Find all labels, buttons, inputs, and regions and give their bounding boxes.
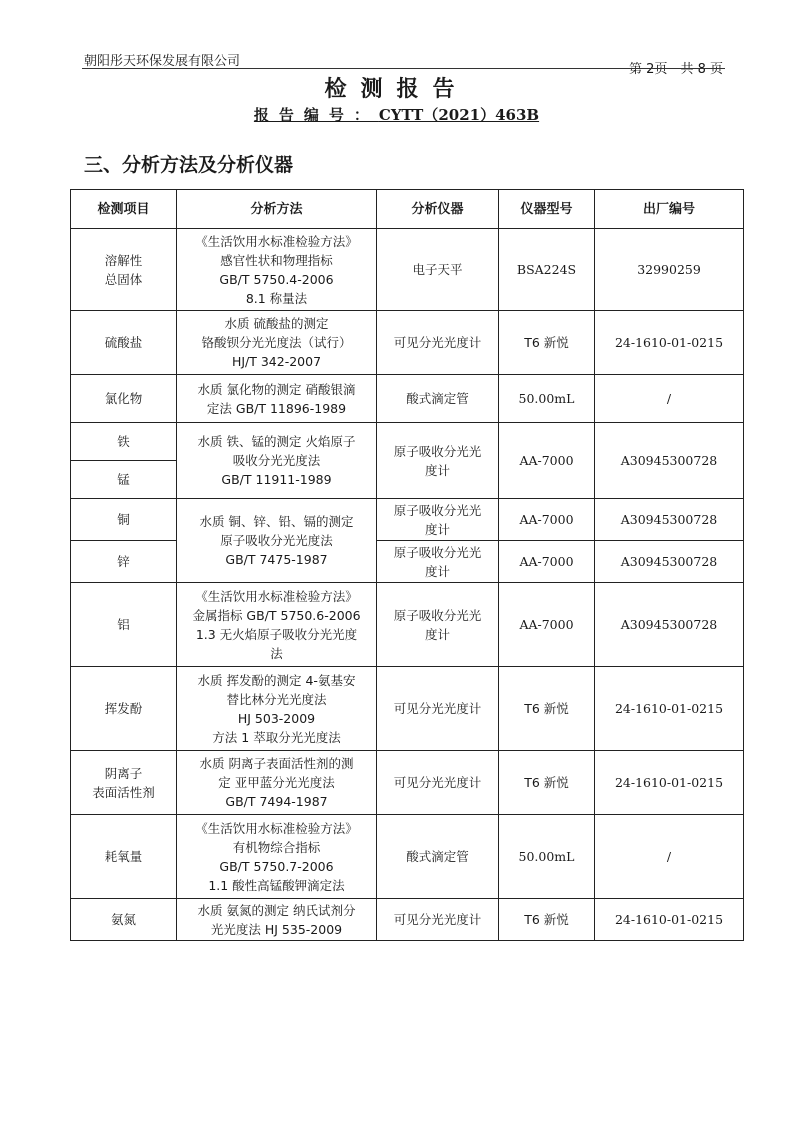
item-cell: 铝: [71, 583, 177, 667]
serial-cell: A30945300728: [595, 583, 744, 667]
method-cell: 《生活饮用水标准检验方法》 有机物综合指标 GB/T 5750.7-2006 1.1 酸性高锰酸钾滴定法: [177, 815, 377, 899]
instrument-cell: 可见分光光度计: [377, 311, 499, 375]
method-cell: 《生活饮用水标准检验方法》 感官性状和物理指标 GB/T 5750.4-2006 8.1 称量法: [177, 229, 377, 311]
instrument-cell: 电子天平: [377, 229, 499, 311]
instrument-cell: 可见分光光度计: [377, 667, 499, 751]
item-cell: 锰: [71, 461, 177, 499]
table-header-row: [71, 190, 744, 229]
table-row: [71, 375, 744, 423]
table-row: [71, 899, 744, 941]
method-cell: 水质 铁、锰的测定 火焰原子 吸收分光光度法 GB/T 11911-1989: [177, 423, 377, 499]
table-row: [71, 751, 744, 815]
instrument-cell: 酸式滴定管: [377, 375, 499, 423]
model-cell: BSA224S: [499, 229, 595, 311]
item-cell: 氯化物: [71, 375, 177, 423]
serial-cell: 32990259: [595, 229, 744, 311]
item-cell: 耗氧量: [71, 815, 177, 899]
header-serial: 出厂编号: [595, 190, 744, 229]
item-cell: 氨氮: [71, 899, 177, 941]
method-cell: 水质 氯化物的测定 硝酸银滴 定法 GB/T 11896-1989: [177, 375, 377, 423]
methods-table: [70, 189, 744, 941]
method-cell: 《生活饮用水标准检验方法》 金属指标 GB/T 5750.6-2006 1.3 无火焰原子吸收分光光度 法: [177, 583, 377, 667]
serial-cell: 24-1610-01-0215: [595, 311, 744, 375]
item-cell: 硫酸盐: [71, 311, 177, 375]
table-row: [71, 499, 744, 541]
header-instrument: 分析仪器: [377, 190, 499, 229]
instrument-cell: 原子吸收分光光 度计: [377, 541, 499, 583]
report-number-label: 报告编号：: [253, 106, 379, 124]
header-page-number: 第 2页 共 8 页: [629, 62, 723, 77]
item-cell: 铜: [71, 499, 177, 541]
method-cell: 水质 挥发酚的测定 4-氨基安 替比林分光光度法 HJ 503-2009 方法 1 萃取分光光度法: [177, 667, 377, 751]
model-cell: AA-7000: [499, 499, 595, 541]
report-title: 检测报告: [324, 77, 469, 102]
table-row: [71, 541, 744, 583]
model-cell: T6 新悦: [499, 311, 595, 375]
table-row: [71, 229, 744, 311]
model-cell: AA-7000: [499, 583, 595, 667]
method-cell: 水质 氨氮的测定 纳氏试剂分 光光度法 HJ 535-2009: [177, 899, 377, 941]
serial-cell: A30945300728: [595, 541, 744, 583]
model-cell: 50.00mL: [499, 815, 595, 899]
model-cell: AA-7000: [499, 541, 595, 583]
item-cell: 铁: [71, 423, 177, 461]
model-cell: 50.00mL: [499, 375, 595, 423]
model-cell: T6 新悦: [499, 751, 595, 815]
table-row: [71, 815, 744, 899]
serial-cell: A30945300728: [595, 499, 744, 541]
model-cell: T6 新悦: [499, 667, 595, 751]
header-model: 仪器型号: [499, 190, 595, 229]
model-cell: AA-7000: [499, 423, 595, 499]
report-number: [0, 104, 793, 125]
serial-cell: /: [595, 815, 744, 899]
header-method: 分析方法: [177, 190, 377, 229]
item-cell: 挥发酚: [71, 667, 177, 751]
serial-cell: 24-1610-01-0215: [595, 899, 744, 941]
table-row: [71, 423, 744, 461]
instrument-cell: 原子吸收分光光 度计: [377, 583, 499, 667]
serial-cell: 24-1610-01-0215: [595, 751, 744, 815]
instrument-cell: 酸式滴定管: [377, 815, 499, 899]
section-title: 三、分析方法及分析仪器: [84, 154, 294, 176]
header-company-name: 朝阳彤天环保发展有限公司: [84, 54, 241, 69]
item-cell: 阴离子 表面活性剂: [71, 751, 177, 815]
report-number-value: CYTT（2021）463B: [378, 106, 540, 124]
header-item: 检测项目: [71, 190, 177, 229]
serial-cell: A30945300728: [595, 423, 744, 499]
table-row: [71, 583, 744, 667]
model-cell: T6 新悦: [499, 899, 595, 941]
header-divider: [82, 68, 725, 69]
table-row: [71, 667, 744, 751]
item-cell: 溶解性 总固体: [71, 229, 177, 311]
item-cell: 锌: [71, 541, 177, 583]
instrument-cell: 原子吸收分光光 度计: [377, 423, 499, 499]
instrument-cell: 可见分光光度计: [377, 899, 499, 941]
serial-cell: /: [595, 375, 744, 423]
method-cell: 水质 阴离子表面活性剂的测 定 亚甲蓝分光光度法 GB/T 7494-1987: [177, 751, 377, 815]
serial-cell: 24-1610-01-0215: [595, 667, 744, 751]
instrument-cell: 原子吸收分光光 度计: [377, 499, 499, 541]
instrument-cell: 可见分光光度计: [377, 751, 499, 815]
method-cell: 水质 硫酸盐的测定 铬酸钡分光光度法（试行） HJ/T 342-2007: [177, 311, 377, 375]
method-cell: 水质 铜、锌、铅、镉的测定 原子吸收分光光度法 GB/T 7475-1987: [177, 499, 377, 583]
table-row: [71, 311, 744, 375]
